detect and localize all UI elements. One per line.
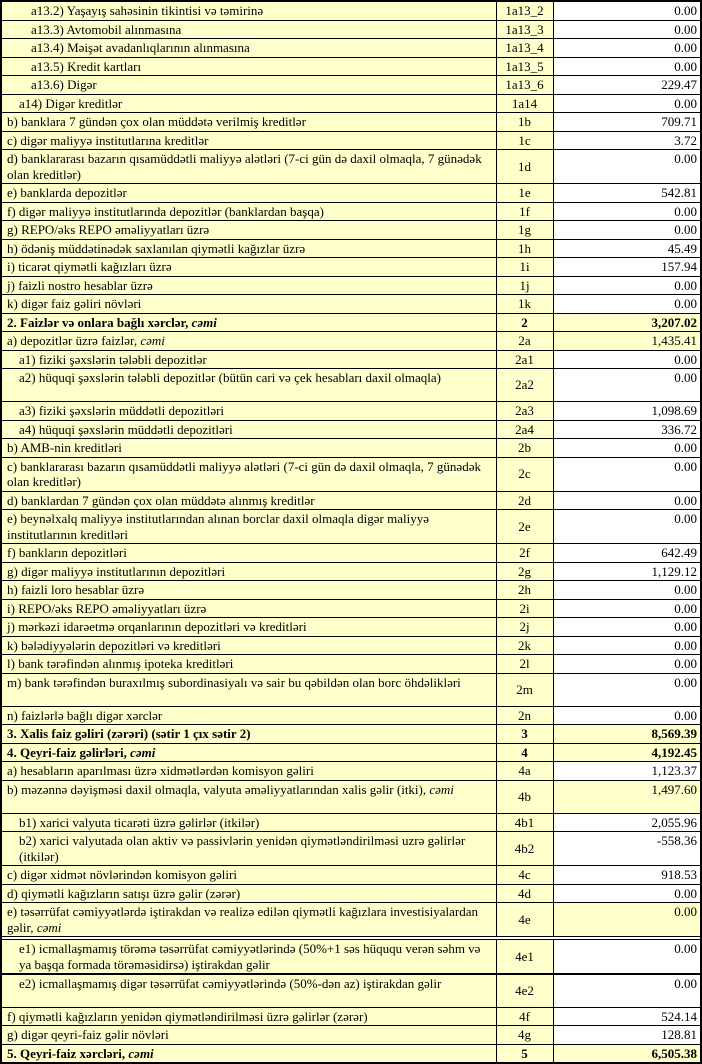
table-row [1, 369, 701, 402]
row-value: 0.00 [553, 491, 701, 510]
row-description: 5. Qeyri-faiz xərcləri, cəmi [1, 1044, 496, 1063]
table-row [1, 510, 701, 544]
row-description: g) digər qeyri-faiz gəlir növləri [1, 1026, 496, 1045]
row-description: b2) xarici valyutada olan aktiv və passivlərin yenidən qiymətləndirilməsi uzrə gəlirlər (itkilər) [1, 832, 496, 866]
table-row [1, 655, 701, 674]
table-row [1, 940, 701, 975]
row-description: n) faizlərlə bağlı digər xərclər [1, 706, 496, 725]
table-row [1, 725, 701, 744]
row-code: 4d [496, 884, 553, 903]
total-keyword: cəmi [191, 314, 217, 330]
table-row [1, 562, 701, 581]
row-code: 2l [496, 655, 553, 674]
total-keyword: cəmi [130, 744, 156, 760]
row-description: 2. Faizlər və onlara bağlı xərclər, cəmi [1, 313, 496, 332]
row-code: 4e1 [496, 940, 553, 975]
table-row [1, 1026, 701, 1045]
table-row [1, 439, 701, 458]
row-code: 1a13_6 [496, 76, 553, 95]
row-code: 1j [496, 276, 553, 295]
table-row [1, 332, 701, 351]
row-code: 2m [496, 673, 553, 706]
row-value: 0.00 [553, 276, 701, 295]
row-description: c) digər maliyyə institutlarına kreditlər [1, 131, 496, 150]
table-row [1, 636, 701, 655]
table-row [1, 258, 701, 277]
row-code: 1a14 [496, 94, 553, 113]
row-code: 4b [496, 780, 553, 813]
row-code: 4b1 [496, 813, 553, 832]
table-row [1, 599, 701, 618]
row-description: k) bələdiyyələrin depozitləri və kreditləri [1, 636, 496, 655]
row-value: 0.00 [553, 39, 701, 58]
table-row [1, 402, 701, 421]
table-row [1, 762, 701, 781]
row-value: 0.00 [553, 974, 701, 1007]
row-description: d) banklardan 7 gündən çox olan müddətə alınmış kreditlər [1, 491, 496, 510]
table-row [1, 131, 701, 150]
row-code: 1a13_3 [496, 20, 553, 39]
row-value: 0.00 [553, 599, 701, 618]
row-code: 2a2 [496, 369, 553, 402]
row-description: b) AMB-nin kreditləri [1, 439, 496, 458]
row-code: 1a13_5 [496, 57, 553, 76]
row-description: a13.2) Yaşayış sahəsinin tikintisi və təmirinə [1, 1, 496, 20]
row-code: 2a4 [496, 420, 553, 439]
row-value: 0.00 [553, 150, 701, 184]
row-description: e) beynəlxalq maliyyə institutlarından alınan borclar daxil olmaqla digər maliyyə institutlarının kreditləri [1, 510, 496, 544]
row-description: f) digər maliyyə institutlarında depozitlər (banklardan başqa) [1, 202, 496, 221]
row-value: 0.00 [553, 903, 701, 937]
row-value: 918.53 [553, 866, 701, 885]
row-description: l) bank tərəfindən alınmış ipoteka kreditləri [1, 655, 496, 674]
row-code: 2f [496, 544, 553, 563]
row-description: c) digər xidmət növlərindən komisyon gəliri [1, 866, 496, 885]
row-value: 0.00 [553, 673, 701, 706]
row-value: 0.00 [553, 369, 701, 402]
table-row [1, 618, 701, 637]
table-row [1, 743, 701, 762]
row-value: 709.71 [553, 113, 701, 132]
row-value: 2,055.96 [553, 813, 701, 832]
table-row [1, 581, 701, 600]
row-description: c) banklararası bazarın qısamüddətli maliyyə alətləri (7-ci gün də daxil olmaqla, 7 günədək olan kreditlər) [1, 457, 496, 491]
row-description: j) faizli nostro hesablar üzrə [1, 276, 496, 295]
table-row [1, 974, 701, 1007]
row-description: a) hesabların aparılması üzrə xidmətlərdən komisyon gəliri [1, 762, 496, 781]
row-value: 0.00 [553, 20, 701, 39]
table-row [1, 866, 701, 885]
row-description: k) digər faiz gəliri növləri [1, 295, 496, 314]
table-row [1, 313, 701, 332]
table-row [1, 76, 701, 95]
row-description: f) bankların depozitləri [1, 544, 496, 563]
total-keyword: cəmi [140, 333, 165, 348]
row-value: 8,569.39 [553, 725, 701, 744]
row-code: 4f [496, 1007, 553, 1026]
row-value: 0.00 [553, 581, 701, 600]
row-value: 0.00 [553, 221, 701, 240]
row-description: d) banklararası bazarın qısamüddətli maliyyə alətləri (7-ci gün də daxil olmaqla, 7 günədək olan kreditlər) [1, 150, 496, 184]
row-value: 157.94 [553, 258, 701, 277]
row-code: 2k [496, 636, 553, 655]
row-code: 4 [496, 743, 553, 762]
row-code: 1g [496, 221, 553, 240]
table-row [1, 20, 701, 39]
total-keyword: cəmi [128, 1045, 154, 1061]
table-row [1, 544, 701, 563]
row-description: a14) Digər kreditlər [1, 94, 496, 113]
row-code: 4b2 [496, 832, 553, 866]
row-value: 128.81 [553, 1026, 701, 1045]
row-description: g) digər maliyyə institutlarının depozitləri [1, 562, 496, 581]
row-code: 4e [496, 903, 553, 937]
row-code: 2d [496, 491, 553, 510]
row-description: i) REPO/əks REPO əməliyyatları üzrə [1, 599, 496, 618]
table-row [1, 1, 701, 20]
table-row [1, 491, 701, 510]
table-body [1, 1, 701, 1063]
row-code: 2h [496, 581, 553, 600]
table-row [1, 184, 701, 203]
table-row [1, 113, 701, 132]
row-description: g) REPO/əks REPO əməliyyatları üzrə [1, 221, 496, 240]
row-code: 1e [496, 184, 553, 203]
row-value: 0.00 [553, 94, 701, 113]
row-code: 2i [496, 599, 553, 618]
row-description: e) təsərrüfat cəmiyyətlərdə iştirakdan və realizə edilən qiymətli kağızlara investisiyalardan gəlir, cəmi [1, 903, 496, 937]
row-description: b) məzənnə dəyişməsi daxil olmaqla, valyuta əməliyyatlarından xalis gəlir (itki), cəmi [1, 780, 496, 813]
row-description: a13.3) Avtomobil alınmasına [1, 20, 496, 39]
table-row [1, 202, 701, 221]
row-description: a1) fiziki şəxslərin tələbli depozitlər [1, 350, 496, 369]
row-code: 4a [496, 762, 553, 781]
row-value: 0.00 [553, 636, 701, 655]
table-row [1, 1007, 701, 1026]
row-description: a) depozitlər üzrə faizlər, cəmi [1, 332, 496, 351]
row-code: 4g [496, 1026, 553, 1045]
row-code: 1d [496, 150, 553, 184]
row-value: 0.00 [553, 884, 701, 903]
row-value: 0.00 [553, 618, 701, 637]
row-description: a3) fiziki şəxslərin müddətli depozitləri [1, 402, 496, 421]
table-row [1, 813, 701, 832]
table-row [1, 239, 701, 258]
row-value: 1,435.41 [553, 332, 701, 351]
table-row [1, 276, 701, 295]
table-row [1, 57, 701, 76]
row-value: 1,098.69 [553, 402, 701, 421]
row-value: 1,123.37 [553, 762, 701, 781]
row-value: 0.00 [553, 202, 701, 221]
row-description: d) qiymətli kağızların satışı üzrə gəlir (zərər) [1, 884, 496, 903]
row-code: 2a [496, 332, 553, 351]
row-description: h) faizli loro hesablar üzrə [1, 581, 496, 600]
row-code: 2e [496, 510, 553, 544]
table-row [1, 295, 701, 314]
row-description: a4) hüquqi şəxslərin müddətli depozitləri [1, 420, 496, 439]
row-description: e) banklarda depozitlər [1, 184, 496, 203]
row-value: 336.72 [553, 420, 701, 439]
row-description: j) mərkəzi idarəetmə orqanlarının depozitləri və kreditləri [1, 618, 496, 637]
total-keyword: cəmi [429, 781, 454, 797]
table-row [1, 780, 701, 813]
row-description: f) qiymətli kağızların yenidən qiymətləndirilməsi üzrə gəlirlər (zərər) [1, 1007, 496, 1026]
row-code: 1f [496, 202, 553, 221]
row-code: 3 [496, 725, 553, 744]
row-value: 0.00 [553, 350, 701, 369]
row-code: 2n [496, 706, 553, 725]
row-code: 1c [496, 131, 553, 150]
row-code: 4c [496, 866, 553, 885]
row-description: a2) hüquqi şəxslərin tələbli depozitlər (bütün cari və çek hesabları daxil olmaqla) [1, 369, 496, 402]
row-value: 4,192.45 [553, 743, 701, 762]
row-code: 2c [496, 457, 553, 491]
table-row [1, 350, 701, 369]
row-value: 0.00 [553, 1, 701, 20]
row-value: 0.00 [553, 655, 701, 674]
row-value: 524.14 [553, 1007, 701, 1026]
row-description: b1) xarici valyuta ticarəti üzrə gəlirlər (itkilər) [1, 813, 496, 832]
row-value: 0.00 [553, 57, 701, 76]
row-code: 1i [496, 258, 553, 277]
table-row [1, 673, 701, 706]
row-code: 2 [496, 313, 553, 332]
row-description: 4. Qeyri-faiz gəlirləri, cəmi [1, 743, 496, 762]
table-row [1, 420, 701, 439]
row-value: 45.49 [553, 239, 701, 258]
row-code: 2j [496, 618, 553, 637]
table-row [1, 903, 701, 937]
row-description: 3. Xalis faiz gəliri (zərəri) (sətir 1 çıx sətir 2) [1, 725, 496, 744]
total-keyword: cəmi [36, 919, 62, 935]
row-value: 1,129.12 [553, 562, 701, 581]
row-value: 0.00 [553, 510, 701, 544]
row-value: 0.00 [553, 940, 701, 975]
row-value: 3.72 [553, 131, 701, 150]
row-code: 2a3 [496, 402, 553, 421]
table-row [1, 221, 701, 240]
row-value: 0.00 [553, 295, 701, 314]
table-row [1, 457, 701, 491]
row-code: 4e2 [496, 974, 553, 1007]
table-row [1, 39, 701, 58]
table-row [1, 1044, 701, 1063]
row-code: 2g [496, 562, 553, 581]
row-code: 5 [496, 1044, 553, 1063]
row-value: 229.47 [553, 76, 701, 95]
row-code: 1b [496, 113, 553, 132]
row-description: e1) icmallaşmamış törəmə təsərrüfat cəmiyyətlərində (50%+1 səs hüququ verən səhm və ya başqa formada törəməsidirsə) iştirakdan gəlir [1, 940, 496, 975]
row-value: 542.81 [553, 184, 701, 203]
table-row [1, 832, 701, 866]
row-code: 1a13_2 [496, 1, 553, 20]
table-row [1, 94, 701, 113]
row-value: 3,207.02 [553, 313, 701, 332]
table-row [1, 706, 701, 725]
row-description: a13.6) Digər [1, 76, 496, 95]
row-code: 2a1 [496, 350, 553, 369]
row-value: 0.00 [553, 439, 701, 458]
row-value: 6,505.38 [553, 1044, 701, 1063]
table-row [1, 884, 701, 903]
row-description: a13.4) Məişət avadanlıqlarının alınmasına [1, 39, 496, 58]
row-value: 0.00 [553, 457, 701, 491]
row-description: h) ödəniş müddətinədək saxlanılan qiymətli kağızlar üzrə [1, 239, 496, 258]
row-code: 1k [496, 295, 553, 314]
row-description: e2) icmallaşmamış digər təsərrüfat cəmiyyətlərində (50%-dən az) iştirakdan gəlir [1, 974, 496, 1007]
row-code: 2b [496, 439, 553, 458]
row-description: a13.5) Kredit kartları [1, 57, 496, 76]
row-code: 1a13_4 [496, 39, 553, 58]
row-code: 1h [496, 239, 553, 258]
table-row [1, 150, 701, 184]
row-value: -558.36 [553, 832, 701, 866]
row-description: m) bank tərəfindən buraxılmış subordinasiyalı və sair bu qəbildən olan borc öhdəlikləri [1, 673, 496, 706]
row-description: i) ticarət qiymətli kağızları üzrə [1, 258, 496, 277]
row-value: 0.00 [553, 706, 701, 725]
row-value: 642.49 [553, 544, 701, 563]
row-description: b) banklara 7 gündən çox olan müddətə verilmiş kreditlər [1, 113, 496, 132]
row-value: 1,497.60 [553, 780, 701, 813]
